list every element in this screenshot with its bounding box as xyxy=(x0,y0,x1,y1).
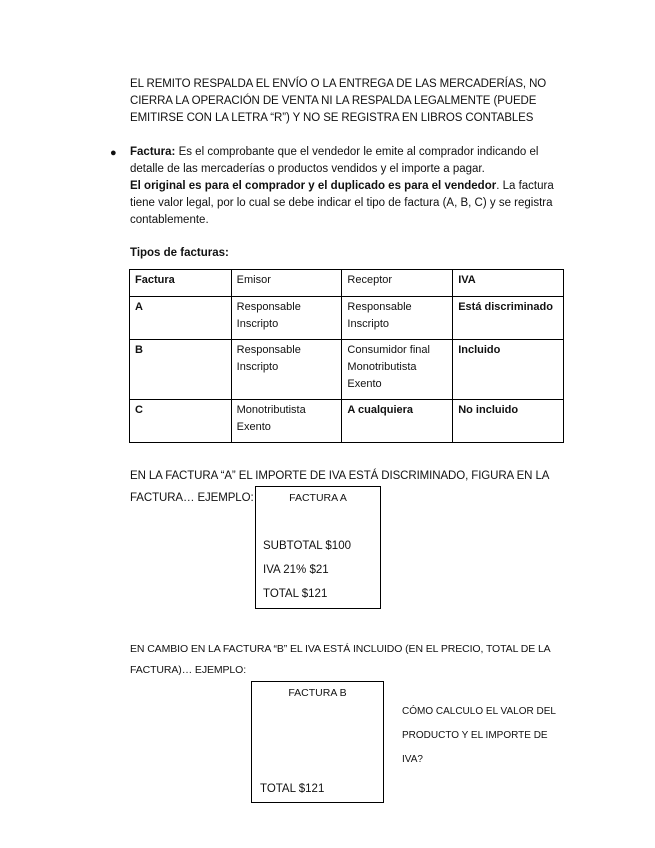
factura-b-box xyxy=(251,681,384,803)
factura-a-total: TOTAL $121 xyxy=(263,588,328,600)
row-iva: Está discriminado xyxy=(458,301,553,313)
row-receptor: Responsable Inscripto xyxy=(342,297,453,340)
row-iva: No incluido xyxy=(458,404,519,416)
row-emisor: Monotributista Exento xyxy=(231,400,342,443)
factura-original-note: El original es para el comprador y el duplicado es para el vendedor xyxy=(130,180,497,192)
remito-note: EL REMITO RESPALDA EL ENVÍO O LA ENTREGA DE LAS MERCADERÍAS, NO CIERRA LA OPERACIÓN DE VENTA NI LA RESPALDA LEGALMENTE (PUEDE EMITIRSE CON LA LETRA “R”) Y NO SE REGISTRA EN LIBROS CONTABLES xyxy=(130,78,547,124)
table-header-row xyxy=(130,270,564,297)
header-emisor: Emisor xyxy=(231,270,342,297)
table-row xyxy=(130,340,564,400)
table-row xyxy=(130,400,564,443)
row-emisor: Responsable Inscripto xyxy=(231,340,342,400)
header-iva: IVA xyxy=(453,270,564,297)
row-iva: Incluido xyxy=(458,344,501,356)
factura-text-2: . La factura tiene valor legal, por lo cual se debe indicar el tipo de factura (A, B, C) y se registra contablemente. xyxy=(130,180,554,226)
factura-a-title: FACTURA A xyxy=(289,492,347,504)
row-factura: A xyxy=(135,301,143,313)
factura-a-subtotal: SUBTOTAL $100 xyxy=(263,540,351,552)
tipos-title: Tipos de facturas: xyxy=(130,247,229,259)
factura-b-title: FACTURA B xyxy=(288,687,347,699)
factura-a-box xyxy=(255,486,381,609)
factura-label: Factura: xyxy=(130,146,176,158)
row-receptor: Consumidor final Monotributista Exento xyxy=(342,340,453,400)
section-b-line1: EN CAMBIO EN LA FACTURA “B” EL IVA ESTÁ INCLUIDO (EN EL PRECIO, TOTAL DE LA xyxy=(130,643,551,655)
header-factura: Factura xyxy=(130,270,232,297)
row-factura: B xyxy=(135,344,143,356)
header-receptor: Receptor xyxy=(342,270,453,297)
row-receptor: A cualquiera xyxy=(347,404,414,416)
factura-a-iva: IVA 21% $21 xyxy=(263,564,329,576)
section-a-line1: EN LA FACTURA “A” EL IMPORTE DE IVA ESTÁ DISCRIMINADO, FIGURA EN LA xyxy=(130,470,550,482)
tipos-facturas-table xyxy=(129,269,564,443)
section-b-line2: FACTURA)… EJEMPLO: xyxy=(130,664,247,676)
row-factura: C xyxy=(135,404,143,416)
factura-b-total: TOTAL $121 xyxy=(260,783,325,795)
calc-question: CÓMO CALCULO EL VALOR DEL PRODUCTO Y EL IMPORTE DE IVA? xyxy=(402,706,556,765)
section-a-line2: FACTURA… EJEMPLO: xyxy=(130,492,254,504)
factura-text-1: Es el comprobante que el vendedor le emite al comprador indicando el detalle de las mercaderías o productos vendidos y el importe a pagar. xyxy=(130,146,539,175)
factura-definition xyxy=(130,144,570,229)
row-emisor: Responsable Inscripto xyxy=(231,297,342,340)
table-row xyxy=(130,297,564,340)
bullet-icon: ● xyxy=(110,147,117,159)
